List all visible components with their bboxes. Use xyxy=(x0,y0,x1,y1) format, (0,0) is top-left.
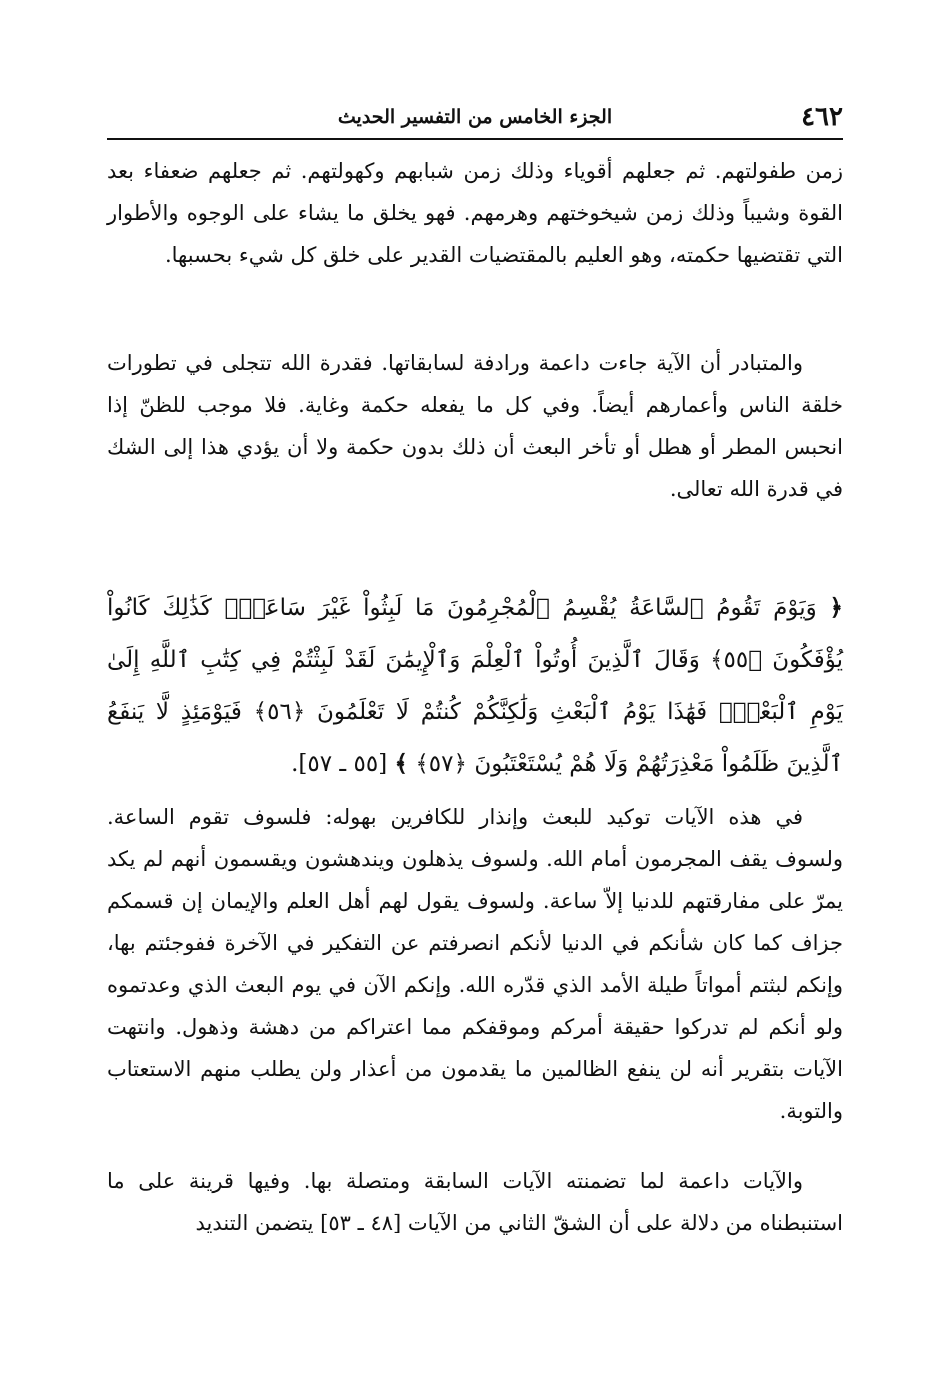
ayah-56: وَقَالَ ٱلَّذِينَ أُوتُواْ ٱلْعِلْمَ وَٱلْإِيمَٰنَ لَقَدْ لَبِثْتُمْ فِي كِتَٰبِ ٱللَّهِ إِلَىٰ يَوْمِ ٱلْبَعْثِۖ فَهَٰذَا يَوْمُ ٱلْبَعْثِ وَلَٰكِنَّكُمْ كُنتُمْ لَا تَعْلَمُونَ xyxy=(107,647,844,725)
ayah-57: فَيَوْمَئِذٍ لَّا يَنفَعُ ٱلَّذِينَ ظَلَمُواْ مَعْذِرَتُهُمْ وَلَا هُمْ يُسْتَعْتَبُونَ xyxy=(107,699,843,777)
page-number: ٤٦٢ xyxy=(801,102,843,132)
running-title: الجزء الخامس من التفسير الحديث xyxy=(337,106,613,128)
ayah-marker-55: ﴿٥٥﴾ xyxy=(710,647,763,673)
quran-open-bracket: ﴿ xyxy=(829,594,843,621)
ayah-marker-56: ﴿٥٦﴾ xyxy=(253,699,306,725)
paragraph-1: زمن طفولتهم. ثم جعلهم أقوياء وذلك زمن شبابهم وكهولتهم. ثم جعلهم ضعفاء بعد القوة وشيباً وذلك زمن شيخوختهم وهرمهم. فهو يخلق ما يشاء على الوجوه والأطوار التي تقتضيها حكمته، وهو العليم بالمقتضيات القدير على خلق كل شيء بحسبها. xyxy=(107,159,843,267)
page-header xyxy=(107,98,843,140)
paragraph-2: والمتبادر أن الآية جاءت داعمة ورادفة لسابقاتها. فقدرة الله تتجلى في تطورات خلقة الناس وأعمارهم أيضاً. وفي كل ما يفعله حكمة وغاية. فلا موجب للظنّ إذا انحبس المطر أو هطل أو تأخر البعث أن ذلك بدون حكمة ولا أن يؤدي هذا إلى الشك في قدرة الله تعالى. xyxy=(107,351,843,501)
paragraph-3: في هذه الآيات توكيد للبعث وإنذار للكافرين بهوله: فلسوف تقوم الساعة. ولسوف يقف المجرمون أمام الله. ولسوف يذهلون ويندهشون ويقسمون أنهم لم يكد يمرّ على مفارقتهم للدنيا إلاّ ساعة. ولسوف يقول لهم أهل العلم والإيمان إن قسمكم جزاف كما كان شأنكم في الدنيا لأنكم انصرفتم عن التفكير في الآخرة ففوجئتم بها، وإنكم لبثتم أمواتاً طيلة الأمد الذي قدّره الله. وإنكم الآن في يوم البعث الذي وعدتموه ولو أنكم لم تدركوا حقيقة أمركم وموقفكم مما اعتراكم من دهشة وذهول. وانتهت الآيات بتقرير أنه لن ينفع الظالمين ما يقدمون من أعذار ولن يطلب منهم الاستعتاب والتوبة. xyxy=(107,805,843,1123)
ayah-55: وَيَوْمَ تَقُومُ ٱلسَّاعَةُ يُقْسِمُ ٱلْمُجْرِمُونَ مَا لَبِثُواْ غَيْرَ سَاعَةٍۚ كَذَٰلِكَ كَانُواْ يُؤْفَكُونَ xyxy=(107,595,843,673)
ayah-marker-57: ﴿٥٧﴾ xyxy=(415,751,467,777)
verse-reference: [٥٥ ـ ٥٧]. xyxy=(291,751,388,777)
paragraph-4: والآيات داعمة لما تضمنته الآيات السابقة ومتصلة بها. وفيها قرينة على ما استنبطناه من دلالة على أن الشقّ الثاني من الآيات [٤٨ ـ ٥٣] يتضمن التنديد xyxy=(107,1169,843,1235)
quran-verses xyxy=(107,582,843,790)
quran-close-bracket: ﴾ xyxy=(394,750,408,777)
